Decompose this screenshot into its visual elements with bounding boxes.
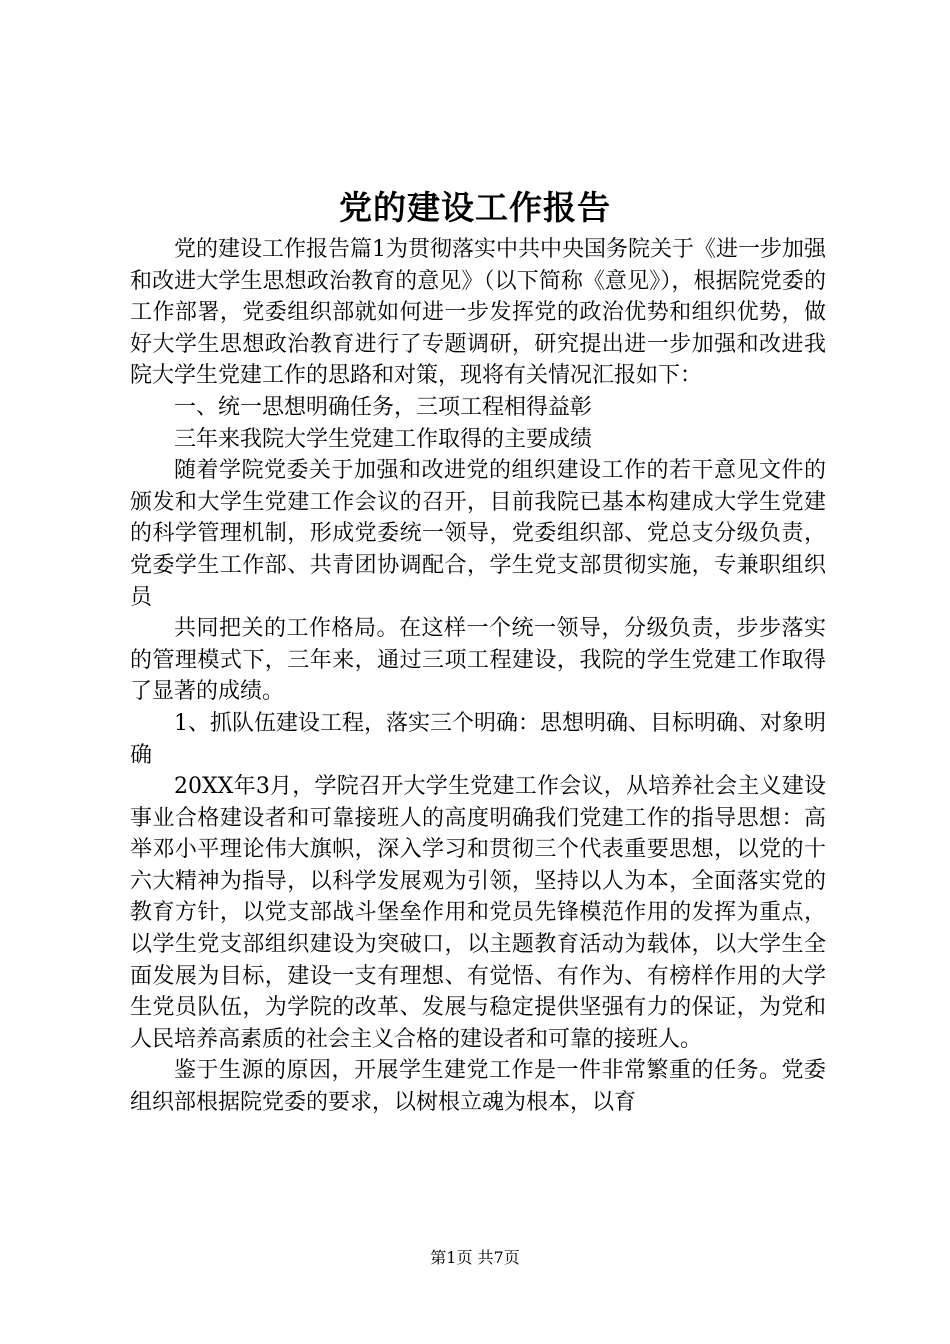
document-body (130, 234, 826, 1119)
paragraph-student-recruitment: 鉴于生源的原因，开展学生建党工作是一件非常繁重的任务。党委组织部根据院党委的要求，以树根立魂为根本，以育 (130, 1058, 826, 1116)
paragraph-intro: 党的建设工作报告篇1为贯彻落实中共中央国务院关于《进一步加强和改进大学生思想政治教育的意见》（以下简称《意见》），根据院党委的工作部署，党委组织部就如何进一步发挥党的政治优势和组织优势，做好大学生思想政治教育进行了专题调研，研究提出进一步加强和改进我院大学生党建工作的思路和对策，现将有关情况汇报如下： (130, 237, 826, 389)
document-title: 党的建设工作报告 (339, 188, 611, 227)
paragraph-work-pattern: 共同把关的工作格局。在这样一个统一领导，分级负责，步步落实的管理模式下，三年来，通过三项工程建设，我院的学生党建工作取得了显著的成绩。 (130, 616, 826, 705)
subheading-achievements: 三年来我院大学生党建工作取得的主要成绩 (174, 426, 593, 452)
section-heading-1: 一、统一思想明确任务，三项工程相得益彰 (174, 394, 593, 420)
page-footer: 第1页 共7页 (430, 1248, 520, 1267)
paragraph-mechanism: 随着学院党委关于加强和改进党的组织建设工作的若干意见文件的颁发和大学生党建工作会议的召开，目前我院已基本构建成大学生党建的科学管理机制，形成党委统一领导，党委组织部、党总支分级负责，党委学生工作部、共青团协调配合，学生党支部贯彻实施，专兼职组织员 (130, 458, 826, 610)
paragraph-guiding-thought: 20XX年3月，学院召开大学生党建工作会议，从培养社会主义建设事业合格建设者和可靠接班人的高度明确我们党建工作的指导思想：高举邓小平理论伟大旗帜，深入学习和贯彻三个代表重要思想，以党的十六大精神为指导，以科学发展观为引领，坚持以人为本，全面落实党的教育方针，以党支部战斗堡垒作用和党员先锋模范作用的发挥为重点，以学生党支部组织建设为突破口，以主题教育活动为载体，以大学生全面发展为目标，建设一支有理想、有觉悟、有作为、有榜样作用的大学生党员队伍，为学院的改革、发展与稳定提供坚强有力的保证，为党和人民培养高素质的社会主义合格的建设者和可靠的接班人。 (130, 774, 826, 1052)
subheading-team-building: 1、抓队伍建设工程，落实三个明确：思想明确、目标明确、对象明确 (130, 710, 826, 768)
